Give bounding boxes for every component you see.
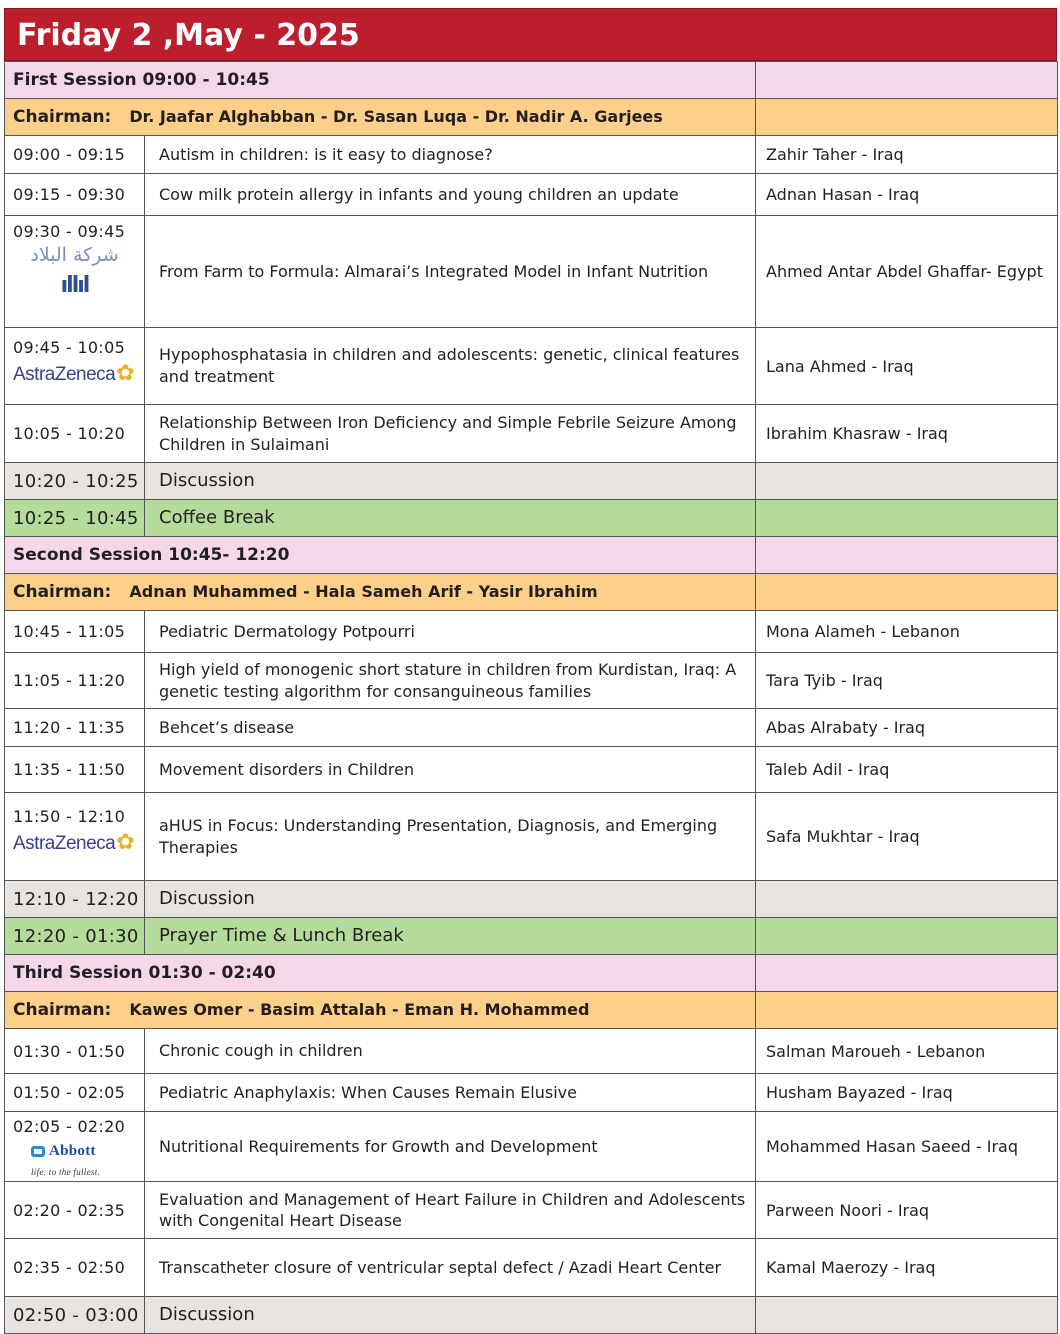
talk-speaker: Lana Ahmed - Iraq	[756, 328, 1058, 405]
talk-row	[5, 216, 1058, 328]
talk-topic: Transcatheter closure of ventricular septal defect / Azadi Heart Center	[145, 1239, 756, 1297]
astrazeneca-logo: AstraZeneca✿	[13, 830, 135, 855]
talk-speaker: Mona Alameh - Lebanon	[756, 611, 1058, 653]
talk-row	[5, 747, 1058, 793]
talk-row	[5, 328, 1058, 405]
albilad-logo: شركة البلاد ıllıl	[13, 245, 136, 298]
talk-time: 10:05 - 10:20	[5, 405, 145, 463]
discussion-time: 02:50 - 03:00	[5, 1297, 145, 1334]
talk-topic: Relationship Between Iron Deficiency and Simple Febrile Seizure Among Children in Sulaimani	[145, 405, 756, 463]
chairman-names: Kawes Omer - Basim Attalah - Eman H. Mohammed	[129, 1000, 590, 1019]
talk-row	[5, 1074, 1058, 1112]
schedule-table	[4, 61, 1058, 1334]
talk-speaker: Salman Maroueh - Lebanon	[756, 1029, 1058, 1074]
talk-topic: Autism in children: is it easy to diagnose?	[145, 136, 756, 174]
discussion-label: Discussion	[145, 881, 756, 918]
talk-topic: From Farm to Formula: Almarai’s Integrated Model in Infant Nutrition	[145, 216, 756, 328]
talk-row	[5, 793, 1058, 881]
talk-time: 11:20 - 11:35	[5, 709, 145, 747]
talk-speaker: Adnan Hasan - Iraq	[756, 174, 1058, 216]
discussion-label: Discussion	[145, 463, 756, 500]
talk-row	[5, 174, 1058, 216]
talk-time: 09:15 - 09:30	[5, 174, 145, 216]
chairman-names: Dr. Jaafar Alghabban - Dr. Sasan Luqa - Dr. Nadir A. Garjees	[129, 107, 663, 126]
talk-topic: Evaluation and Management of Heart Failure in Children and Adolescents with Congenital Heart Disease	[145, 1182, 756, 1239]
talk-speaker: Abas Alrabaty - Iraq	[756, 709, 1058, 747]
talk-speaker: Kamal Maerozy - Iraq	[756, 1239, 1058, 1297]
talk-row	[5, 136, 1058, 174]
talk-speaker: Zahir Taher - Iraq	[756, 136, 1058, 174]
discussion-label: Discussion	[145, 1297, 756, 1334]
session-header-row	[5, 537, 1058, 574]
talk-row	[5, 709, 1058, 747]
talk-topic: Movement disorders in Children	[145, 747, 756, 793]
talk-speaker: Parween Noori - Iraq	[756, 1182, 1058, 1239]
talk-topic: Behcet’s disease	[145, 709, 756, 747]
talk-speaker: Husham Bayazed - Iraq	[756, 1074, 1058, 1112]
abbott-logo: Abbott life. to the fullest.	[31, 1143, 101, 1177]
talk-speaker: Ahmed Antar Abdel Ghaffar- Egypt	[756, 216, 1058, 328]
break-row	[5, 918, 1058, 955]
talk-time: 01:30 - 01:50	[5, 1029, 145, 1074]
albilad-mark-icon: ıllıl	[60, 272, 89, 298]
talk-time: 09:00 - 09:15	[5, 136, 145, 174]
talk-time: 11:35 - 11:50	[5, 747, 145, 793]
discussion-time: 12:10 - 12:20	[5, 881, 145, 918]
discussion-row	[5, 881, 1058, 918]
discussion-row	[5, 1297, 1058, 1334]
talk-time: 02:05 - 02:20	[13, 1117, 126, 1136]
talk-row	[5, 653, 1058, 709]
talk-topic: aHUS in Focus: Understanding Presentation, Diagnosis, and Emerging Therapies	[145, 793, 756, 881]
talk-time: 09:30 - 09:45	[13, 222, 126, 241]
session-title: Second Session 10:45- 12:20	[5, 537, 756, 574]
session-header-row	[5, 955, 1058, 992]
discussion-time: 10:20 - 10:25	[5, 463, 145, 500]
talk-topic: High yield of monogenic short stature in children from Kurdistan, Iraq: A genetic testing algorithm for consanguineous families	[145, 653, 756, 709]
talk-time: 10:45 - 11:05	[5, 611, 145, 653]
talk-row	[5, 611, 1058, 653]
astrazeneca-logo: AstraZeneca✿	[13, 361, 135, 386]
break-label: Prayer Time & Lunch Break	[145, 918, 756, 955]
page-title: Friday 2 ,May - 2025	[4, 8, 1057, 61]
chairman-row	[5, 992, 1058, 1029]
talk-time: 01:50 - 02:05	[5, 1074, 145, 1112]
break-time: 10:25 - 10:45	[5, 500, 145, 537]
astrazeneca-mark-icon: ✿	[116, 361, 135, 386]
break-label: Coffee Break	[145, 500, 756, 537]
break-row	[5, 500, 1058, 537]
chairman-label: Chairman:	[13, 1000, 112, 1020]
talk-time: 02:20 - 02:35	[5, 1182, 145, 1239]
astrazeneca-mark-icon: ✿	[116, 830, 135, 855]
talk-topic: Hypophosphatasia in children and adolescents: genetic, clinical features and treatment	[145, 328, 756, 405]
talk-time: 11:50 - 12:10	[13, 807, 126, 826]
talk-row	[5, 1029, 1058, 1074]
chairman-names: Adnan Muhammed - Hala Sameh Arif - Yasir Ibrahim	[129, 582, 598, 601]
session-header-row	[5, 62, 1058, 99]
talk-topic: Chronic cough in children	[145, 1029, 756, 1074]
session-title: Third Session 01:30 - 02:40	[5, 955, 756, 992]
talk-time: 02:35 - 02:50	[5, 1239, 145, 1297]
abbott-mark-icon	[31, 1146, 45, 1157]
talk-row	[5, 1239, 1058, 1297]
chairman-row	[5, 574, 1058, 611]
chairman-row	[5, 99, 1058, 136]
talk-topic: Pediatric Dermatology Potpourri	[145, 611, 756, 653]
talk-speaker: Taleb Adil - Iraq	[756, 747, 1058, 793]
discussion-row	[5, 463, 1058, 500]
talk-topic: Cow milk protein allergy in infants and young children an update	[145, 174, 756, 216]
chairman-label: Chairman:	[13, 582, 112, 602]
session-title: First Session 09:00 - 10:45	[5, 62, 756, 99]
talk-speaker: Mohammed Hasan Saeed - Iraq	[756, 1112, 1058, 1182]
break-time: 12:20 - 01:30	[5, 918, 145, 955]
chairman-label: Chairman:	[13, 107, 112, 127]
talk-row	[5, 1182, 1058, 1239]
talk-row	[5, 405, 1058, 463]
talk-speaker: Safa Mukhtar - Iraq	[756, 793, 1058, 881]
talk-topic: Nutritional Requirements for Growth and Development	[145, 1112, 756, 1182]
talk-time: 11:05 - 11:20	[5, 653, 145, 709]
talk-speaker: Ibrahim Khasraw - Iraq	[756, 405, 1058, 463]
talk-row	[5, 1112, 1058, 1182]
talk-speaker: Tara Tyib - Iraq	[756, 653, 1058, 709]
talk-topic: Pediatric Anaphylaxis: When Causes Remain Elusive	[145, 1074, 756, 1112]
talk-time: 09:45 - 10:05	[13, 338, 126, 357]
